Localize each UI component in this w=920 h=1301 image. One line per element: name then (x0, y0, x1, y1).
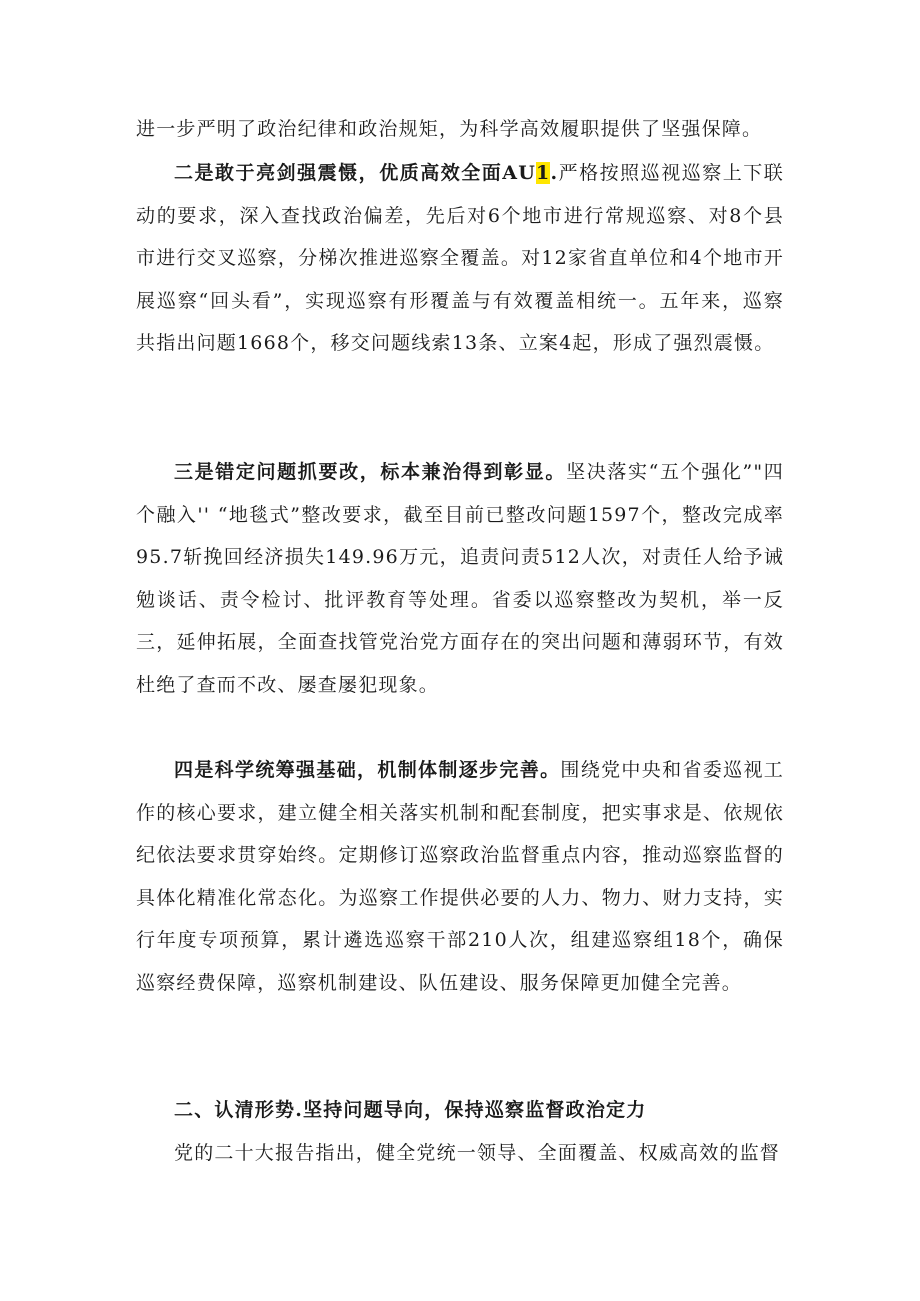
paragraph-point-three (136, 451, 784, 707)
section-heading-text: 二、认清形势.坚持问题导向，保持巡察监督政治定力 (174, 1099, 647, 1121)
paragraph-point-two (136, 152, 784, 365)
paragraph-section-intro (136, 1132, 784, 1175)
paragraph-body: 坚决落实“五个强化”"四个融入'' “地毯式”整改要求，截至目前已整改问题1597个，整改完成率95.7斩挽回经济损失149.96万元，追责问责512人次，对责任人给予诫勉谈话、责令检讨、批评教育等处理。省委以巡察整改为契机，举一反三，延伸拓展，全面查找管党治党方面存在的突出问题和薄弱环节，有效杜绝了查而不改、屡查屡犯现象。 (136, 461, 784, 696)
lead-text: 二是敢于亮剑强震慑，优质高效全面AU (174, 162, 537, 184)
section-heading (136, 1089, 784, 1132)
lead-punctuation: . (550, 162, 559, 184)
paragraph-lead: 三是错定问题抓要改，标本兼治得到彰显。 (174, 461, 567, 483)
paragraph-point-four (136, 749, 784, 1005)
paragraph-text: 党的二十大报告指出，健全党统一领导、全面覆盖、权威高效的监督 (174, 1142, 781, 1164)
paragraph-continuation (136, 108, 784, 151)
paragraph-body: 严格按照巡视巡察上下联动的要求，深入查找政治偏差，先后对6个地市进行常规巡察、对8个县市进行交叉巡察，分梯次推进巡察全覆盖。对12家省直单位和4个地市开展巡察“回头看”，实现巡察有形覆盖与有效覆盖相统一。五年来，巡察共指出问题1668个，移交问题线索13条、立案4起，形成了强烈震慑。 (136, 162, 784, 355)
paragraph-lead: 四是科学统筹强基础，机制体制逐步完善。 (174, 759, 561, 781)
paragraph-body: 围绕党中央和省委巡视工作的核心要求，建立健全相关落实机制和配套制度，把实事求是、依规依纪依法要求贯穿始终。定期修订巡察政治监督重点内容，推动巡察监督的具体化精准化常态化。为巡察工作提供必要的人力、物力、财力支持，实行年度专项预算，累计遴选巡察干部210人次，组建巡察组18个，确保巡察经费保障，巡察机制建设、队伍建设、服务保障更加健全完善。 (136, 759, 784, 994)
paragraph-lead (174, 162, 558, 184)
highlighted-text: 1 (536, 162, 551, 184)
paragraph-text: 进一步严明了政治纪律和政治规矩，为科学高效履职提供了坚强保障。 (136, 118, 763, 140)
